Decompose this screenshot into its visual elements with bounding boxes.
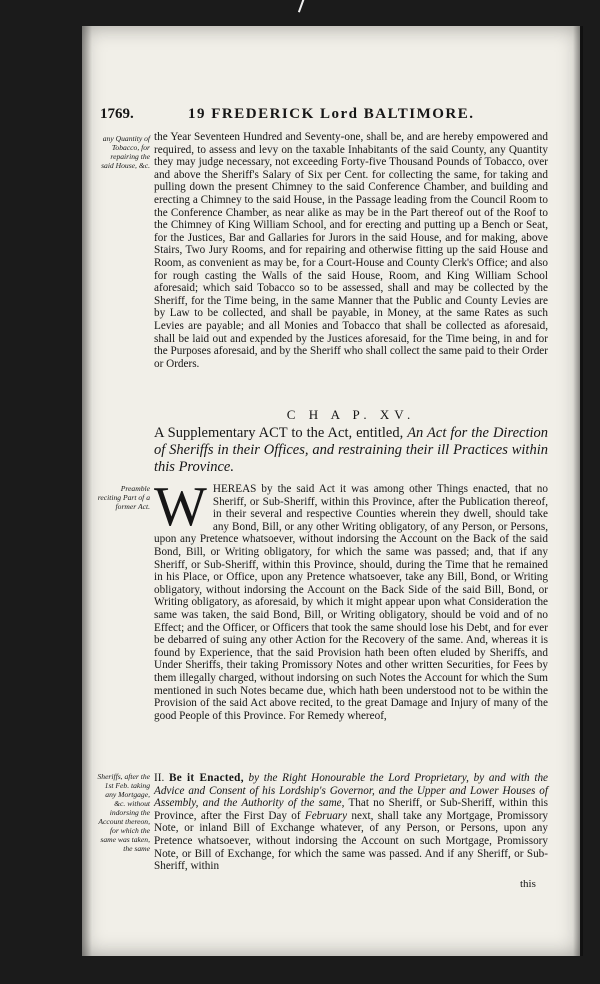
- page-year: 1769.: [100, 106, 134, 122]
- margin-note-sheriffs: Sheriffs, after the 1st Feb. taking any Mortgage, &c. without indorsing the Account thereon, for which the same was taken, the same: [97, 772, 150, 853]
- section-2-number: II.: [154, 772, 165, 784]
- drop-cap: W: [154, 476, 207, 538]
- act-title-italic: An Act for the Direction of Sheriffs in their Offices, and restraining their ill Practices within this Province.: [154, 425, 548, 475]
- section-2-month: February: [304, 809, 348, 822]
- preamble-text: [154, 476, 548, 722]
- page-edge-shadow: [573, 26, 583, 956]
- preamble-body: HEREAS by the said Act it was among other Things enacted, that no Sheriff, or Sub-Sheriff, within this Province, after the Publication thereof, in their several and respective Counties wherein they dwell, should take any Bond, Bill, or any other Writing obligatory, of any Person, or Persons, upon any Pretence whatsoever, without indorsing the Account on the Back of the said Bond, Bill, or Writing obligatory, for which the same was passed; and, that if any Sheriff, or Sub-Sheriff, within this Province, should, during the Time that he remained in his Place, or Office, upon any Pretence whatsoever, take any Bill, Bond, or Writing obligatory, without indorsing the Account on the Back Side of the said Bill, Bond, or Writing obligatory, as aforesaid, by which it might appear upon what Consideration the same was taken, the said Bond, Bill, or Writing obligatory, should be void and of no Effect; and the Officer, or Officers that took the same should lose his Debt, and for ever be debarred of suing any other Action for the Recovery of the same. And, whereas it is found by Experience, that the said Provision hath been often eluded by Sheriffs, and Under Sheriffs, their taking Promissory Notes and other written Securities, for Fees by them illegally charged, without indorsing on such Notes the Account for which the Sum mentioned in such Notes became due, which hath been understood not to be within the Provision of the said Act above recited, to the great Damage and Injury of many of the good People of this Province. For Remedy whereof,: [154, 483, 548, 722]
- act-title: [154, 425, 548, 476]
- running-title: 19 FREDERICK Lord BALTIMORE.: [188, 106, 475, 122]
- section-1-body: the Year Seventeen Hundred and Seventy-one, shall be, and are hereby empowered and required, to assess and levy on the taxable Inhabitants of the said County, any Quantity they may judge necessary, not exceeding Forty-five Thousand Pounds of Tobacco, over and above the Sheriff's Salary of Six per Cent. for collecting the same, for taking and pulling down the present Chimney to the said Conference Chamber, and building and erecting a Chimney to the said House, in the Passage leading from the Council Room to the Conference Chamber, as near alike as may be in the Part thereof out of the Roof to the Chimney of King William School, and for erecting and putting up a Bench or Seat, for the Justices, Bar and Gallaries for Jurors in the said House, and for making, above Stairs, Two Jury Rooms, and for repairing and otherwise fitting up the said House and Room, as convenient as may be, for a Court-House and County Clerk's Office; and also for rough casting the Walls of the said House, Room, and King William School aforesaid; which said Tobacco so to be assessed, shall and may be collected by the Sheriff, for the Time being, in the same Manner that the Public and County Levies are by Law to be collected, and shall be payable, in Money, at the same Rates as such Levies are payable; and all Monies and Tobacco that shall be collected as aforesaid, shall be laid out and expended by the Justices aforesaid, for the Time being, in and for the Purposes aforesaid, and by the Sheriff who shall collect the same paid to their Order or Orders.: [154, 131, 548, 370]
- margin-note-tobacco: any Quantity of Tobacco, for repairing the said House, &c.: [101, 134, 150, 170]
- catchword: this: [520, 878, 536, 890]
- section-1-text: [154, 131, 548, 370]
- act-title-plain: A Supplementary ACT to the Act, entitled,: [154, 425, 404, 441]
- section-2-body-b: next, shall take any Mortgage, Promissory Note, or inland Bill of Exchange whatever, of any Person, or Persons, upon any Pretence whatsoever, without indorsing the Account on such Mortgage, Promissory Note, or Bill of Exchange, for which the same was passed. And if any Sheriff, or Sub-Sheriff, within: [154, 809, 549, 873]
- section-2-text: [154, 772, 548, 873]
- chapter-heading: C H A P. XV.: [286, 407, 416, 422]
- scan-artifact: [298, 0, 312, 15]
- page-header: [100, 106, 550, 128]
- section-2-body-a: That no Sheriff, or Sub-Sheriff, within this Province, after the First Day of: [154, 797, 548, 822]
- enacting-clause: Be it Enacted,: [168, 772, 244, 784]
- enacting-authority: by the Right Honourable the Lord Proprietary, by and with the Advice and Consent of his Lordship's Governor, and the Upper and Lower Houses of Assembly, and the Authority of the same,: [154, 772, 549, 810]
- page-gutter-shadow: [82, 26, 92, 956]
- margin-note-preamble: Preamble reciting Part of a former Act.: [97, 484, 150, 511]
